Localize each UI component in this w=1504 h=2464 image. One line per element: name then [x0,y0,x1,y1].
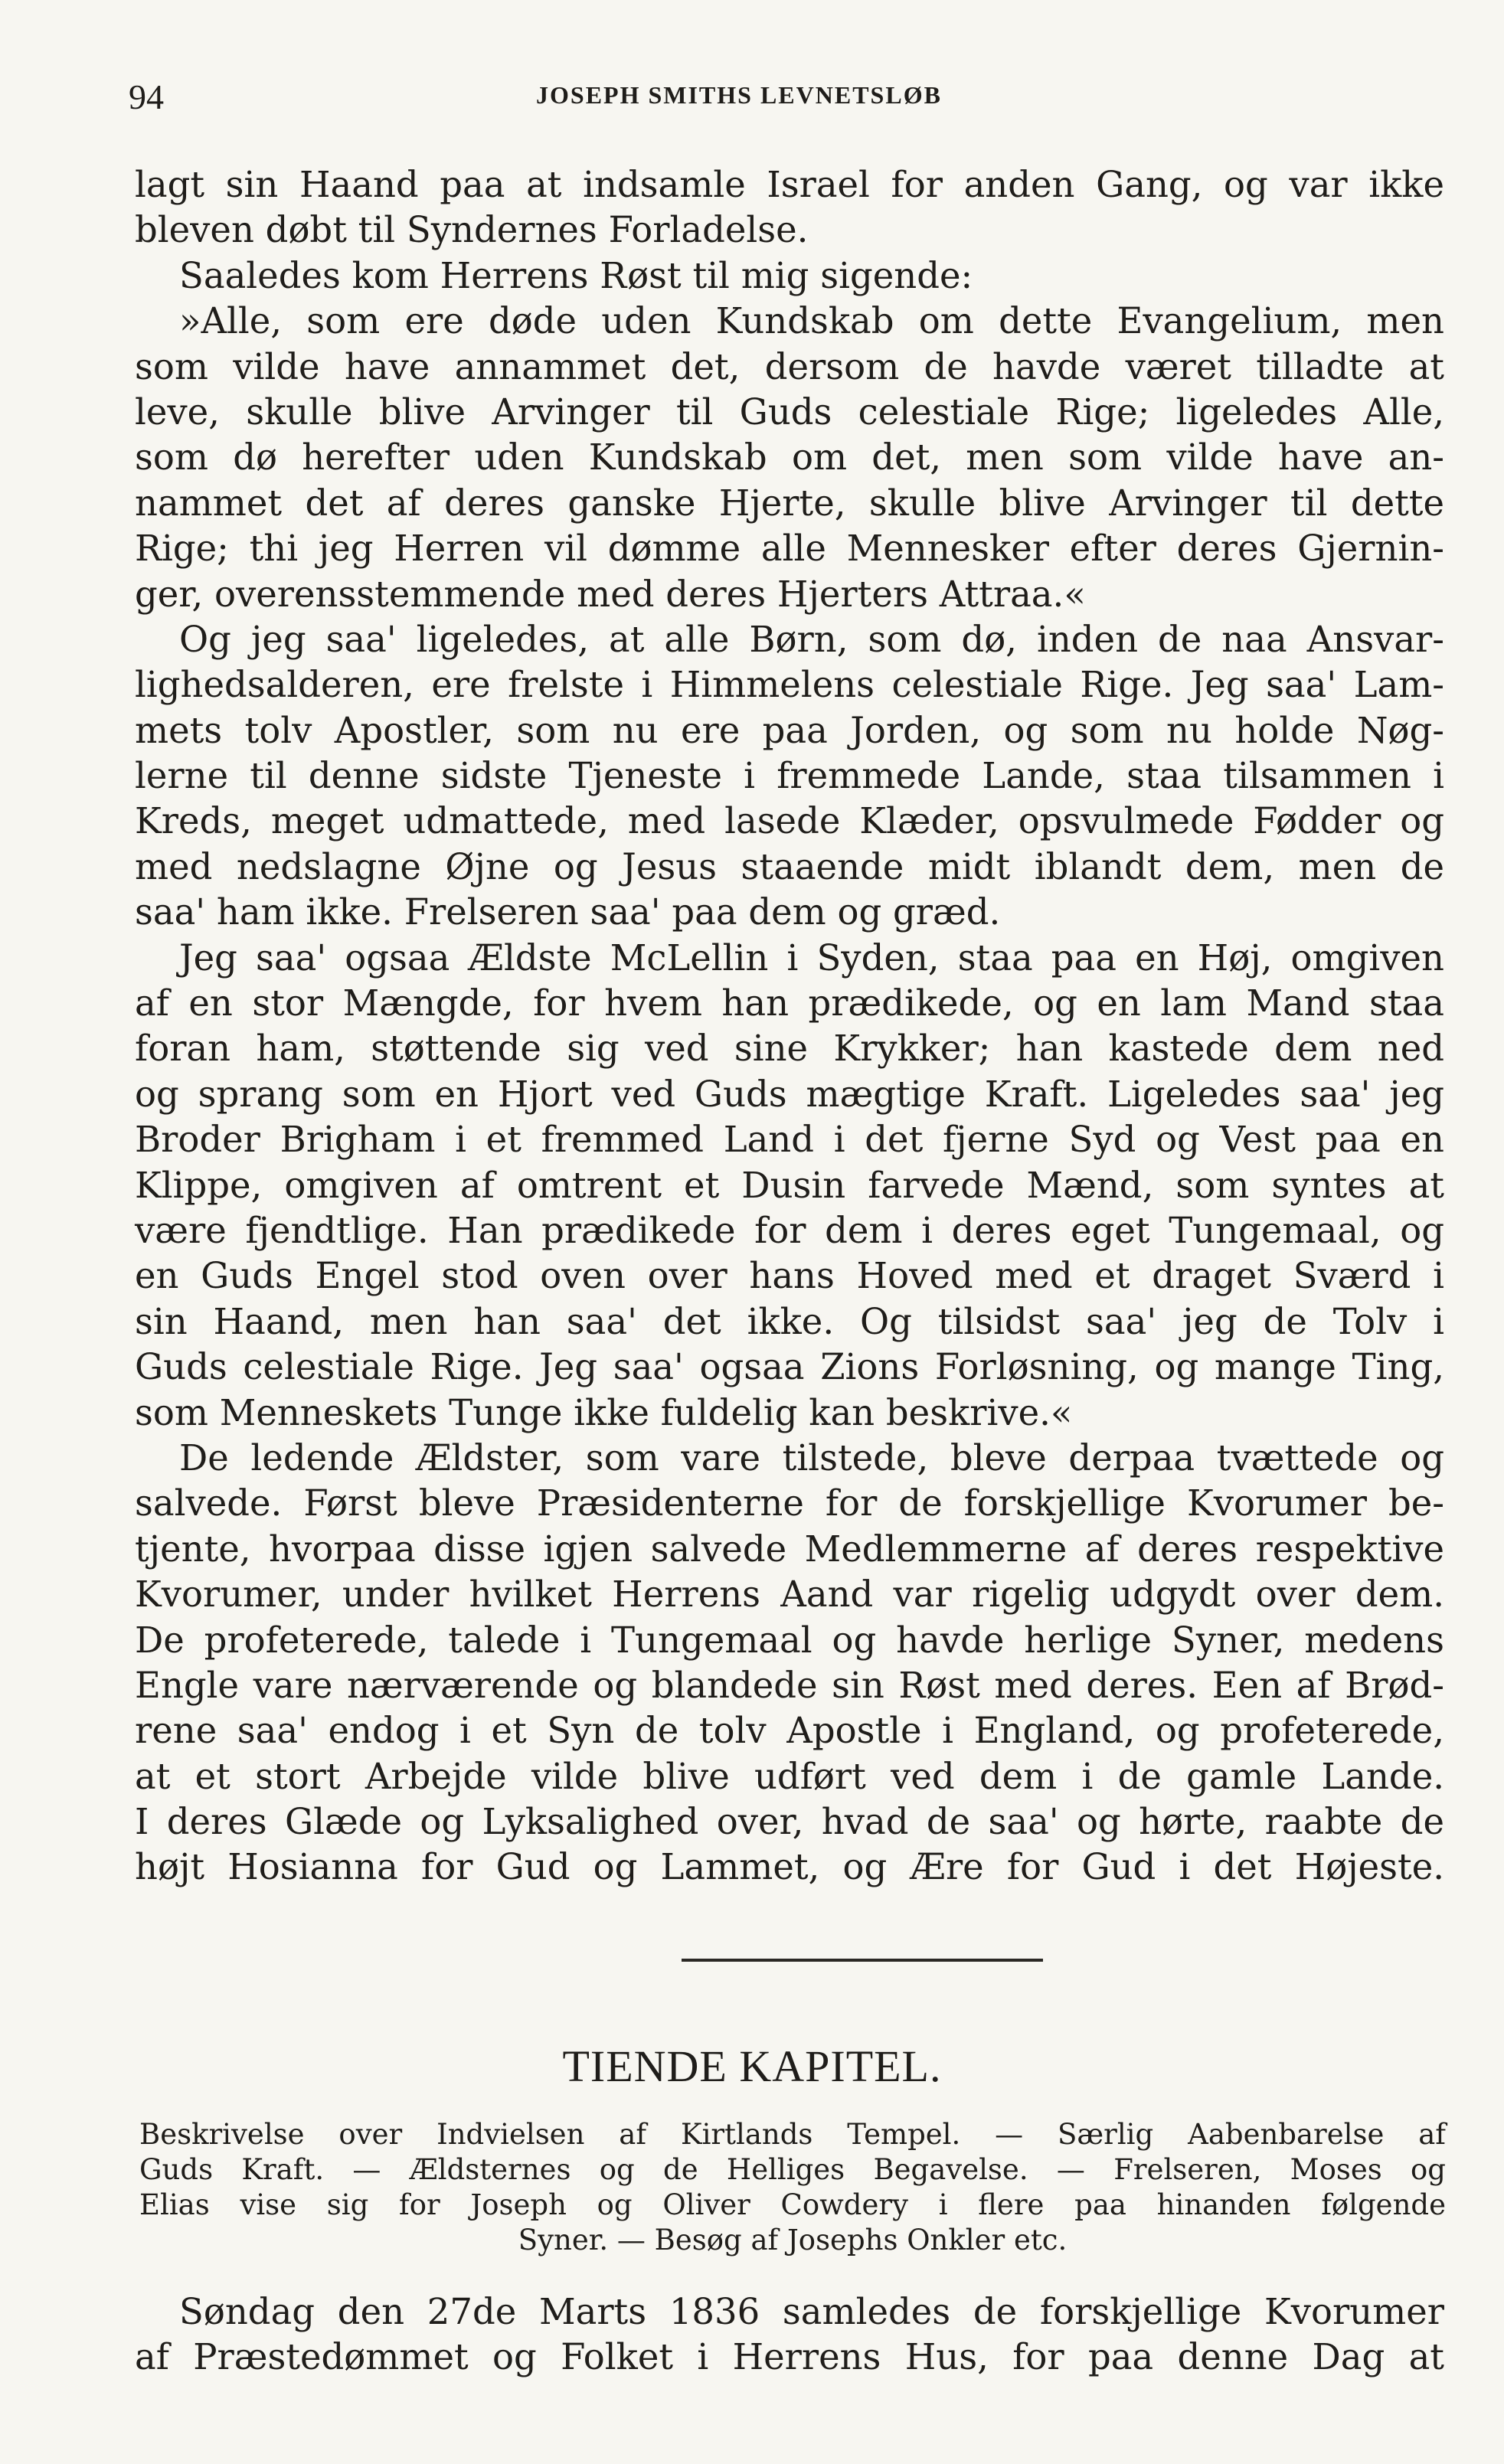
summary-line: Elias vise sig for Joseph og Oliver Cowdery i flere paa hinanden følgende [139,2188,1446,2221]
chapter-opening-text [135,2289,1444,2381]
summary-line: Guds Kraft. — Ældsternes og de Helliges Begavelse. — Frelseren, Moses og [139,2153,1446,2186]
text-line: lighedsalderen, ere frelste i Himmelens celestiale Rige. Jeg saa' Lam- [135,664,1444,706]
text-line: salvede. Først bleve Præsidenterne for de forskjellige Kvorumer be- [135,1482,1444,1524]
text-line: Kvorumer, under hvilket Herrens Aand var rigelig udgydt over dem. [135,1573,1444,1616]
text-line: Saaledes kom Herrens Røst til mig sigende: [179,254,973,296]
text-line: som vilde have annammet det, dersom de havde været tilladte at [135,345,1444,387]
text-line: af Præstedømmet og Folket i Herrens Hus, for paa denne Dag at [135,2336,1444,2378]
section-divider [682,1959,1043,1962]
summary-line: Beskrivelse over Indvielsen af Kirtlands Tempel. — Særlig Aabenbarelse af [139,2118,1446,2151]
text-line: »Alle, som ere døde uden Kundskab om dette Evangelium, men [179,300,1444,342]
text-line: være fjendtlige. Han prædikede for dem i deres eget Tungemaal, og [135,1209,1444,1251]
text-line: Jeg saa' ogsaa Ældste McLellin i Syden, staa paa en Høj, omgiven [179,936,1444,979]
text-line: Kreds, meget udmattede, med lasede Klæder, opsvulmede Fødder og [135,800,1444,842]
text-line: som dø herefter uden Kundskab om det, men som vilde have an- [135,436,1444,479]
text-line: tjente, hvorpaa disse igjen salvede Medlemmerne af deres respektive [135,1528,1444,1570]
text-line: nammet det af deres ganske Hjerte, skulle blive Arvinger til dette [135,482,1444,524]
text-line: saa' ham ikke. Frelseren saa' paa dem og græd. [135,891,1001,933]
text-line: sin Haand, men han saa' det ikke. Og tilsidst saa' jeg de Tolv i [135,1300,1444,1342]
chapter-title: TIENDE KAPITEL. [562,2041,942,2091]
page-number: 94 [129,77,164,116]
summary-line: Syner. — Besøg af Josephs Onkler etc. [518,2224,1068,2256]
text-line: af en stor Mængde, for hvem han prædikede, og en lam Mand staa [135,982,1444,1024]
text-line: og sprang som en Hjort ved Guds mægtige Kraft. Ligeledes saa' jeg [135,1073,1444,1115]
chapter-summary [139,2117,1446,2258]
text-line: De ledende Ældster, som vare tilstede, bleve derpaa tvættede og [179,1436,1444,1479]
text-line: I deres Glæde og Lyksalighed over, hvad de saa' og hørte, raabte de [135,1801,1444,1843]
text-line: en Guds Engel stod oven over hans Hoved med et draget Sværd i [135,1255,1444,1297]
text-line: Og jeg saa' ligeledes, at alle Børn, som dø, inden de naa Ansvar- [179,618,1444,660]
text-line: højt Hosianna for Gud og Lammet, og Ære for Gud i det Højeste. [135,1846,1444,1888]
text-line: ger, overensstemmende med deres Hjerters Attraa.« [135,573,1086,615]
text-line: Søndag den 27de Marts 1836 samledes de forskjellige Kvorumer [179,2291,1444,2332]
text-line: som Menneskets Tunge ikke fuldelig kan beskrive.« [135,1391,1073,1433]
text-line: Klippe, omgiven af omtrent et Dusin farvede Mænd, som syntes at [135,1164,1444,1206]
text-line: lagt sin Haand paa at indsamle Israel for anden Gang, og var ikke [135,164,1444,205]
text-line: Guds celestiale Rige. Jeg saa' ogsaa Zions Forløsning, og mange Ting, [135,1346,1444,1388]
body-text [135,162,1444,1890]
text-line: leve, skulle blive Arvinger til Guds celestiale Rige; ligeledes Alle, [135,391,1444,433]
running-head: JOSEPH SMITHS LEVNETSLØB [536,81,942,109]
text-line: at et stort Arbejde vilde blive udført ved dem i de gamle Lande. [135,1755,1444,1797]
text-line: Broder Brigham i et fremmed Land i det fjerne Syd og Vest paa en [135,1119,1444,1161]
text-line: Rige; thi jeg Herren vil dømme alle Mennesker efter deres Gjernin- [135,528,1444,570]
text-line: De profeterede, talede i Tungemaal og havde herlige Syner, medens [135,1619,1444,1661]
text-line: lerne til denne sidste Tjeneste i fremmede Lande, staa tilsammen i [135,755,1444,797]
text-line: mets tolv Apostler, som nu ere paa Jorden, og som nu holde Nøg- [135,709,1444,751]
text-line: bleven døbt til Syndernes Forladelse. [135,209,809,251]
text-line: med nedslagne Øjne og Jesus staaende midt iblandt dem, men de [135,845,1444,887]
text-line: foran ham, støttende sig ved sine Krykker; han kastede dem ned [135,1028,1444,1070]
text-line: rene saa' endog i et Syn de tolv Apostle i England, og profeterede, [135,1710,1444,1752]
text-line: Engle vare nærværende og blandede sin Røst med deres. Een af Brød- [135,1664,1444,1706]
